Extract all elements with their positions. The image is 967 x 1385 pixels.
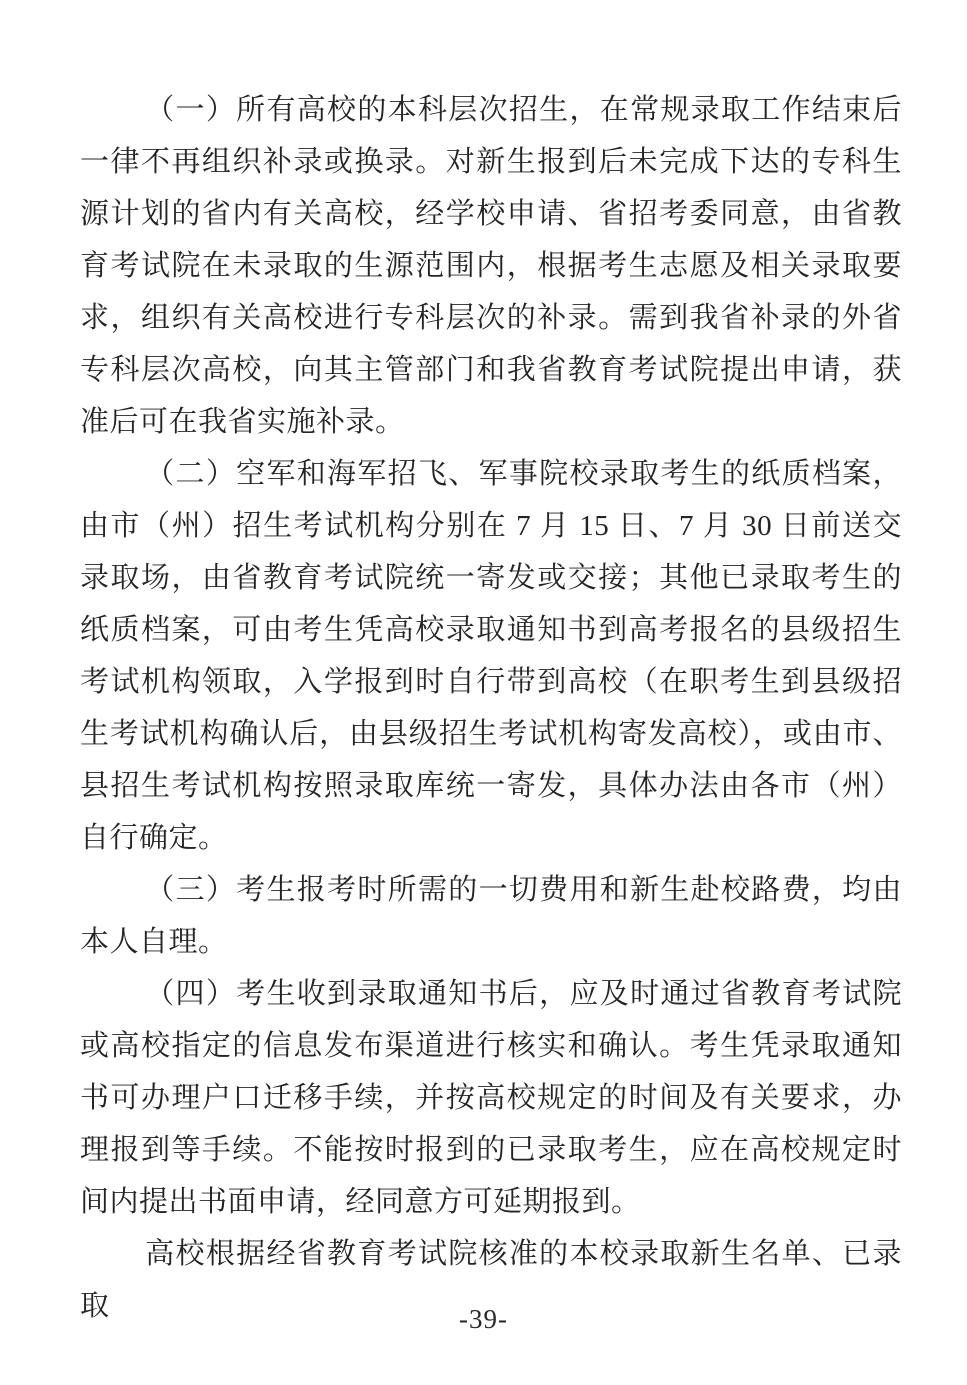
paragraph-section-2: （二）空军和海军招飞、军事院校录取考生的纸质档案，由市（州）招生考试机构分别在 7 月 15 日、7 月 30 日前送交录取场，由省教育考试院统一寄发或交接；其他已录取考生的纸质档案，可由考生凭高校录取通知书到高考报名的县级招生考试机构领取，入学报到时自行带到高校（在职考生到县级招生考试机构确认后，由县级招生考试机构寄发高校），或由市、县招生考试机构按照录取库统一寄发，具体办法由各市（州）自行确定。 [80,458,902,854]
document-body [80,84,902,1332]
page-number: -39- [459,1304,508,1334]
paragraph-continuation: 高校根据经省教育考试院核准的本校录取新生名单、已录取 [80,1238,902,1322]
paragraph-section-4: （四）考生收到录取通知书后，应及时通过省教育考试院或高校指定的信息发布渠道进行核实和确认。考生凭录取通知书可办理户口迁移手续，并按高校规定的时间及有关要求，办理报到等手续。不能按时报到的已录取考生，应在高校规定时间内提出书面申请，经同意方可延期报到。 [80,978,902,1218]
paragraph-section-3: （三）考生报考时所需的一切费用和新生赴校路费，均由本人自理。 [80,874,902,958]
paragraph-section-1: （一）所有高校的本科层次招生，在常规录取工作结束后一律不再组织补录或换录。对新生报到后未完成下达的专科生源计划的省内有关高校，经学校申请、省招考委同意，由省教育考试院在未录取的生源范围内，根据考生志愿及相关录取要求，组织有关高校进行专科层次的补录。需到我省补录的外省专科层次高校，向其主管部门和我省教育考试院提出申请，获准后可在我省实施补录。 [80,94,902,438]
